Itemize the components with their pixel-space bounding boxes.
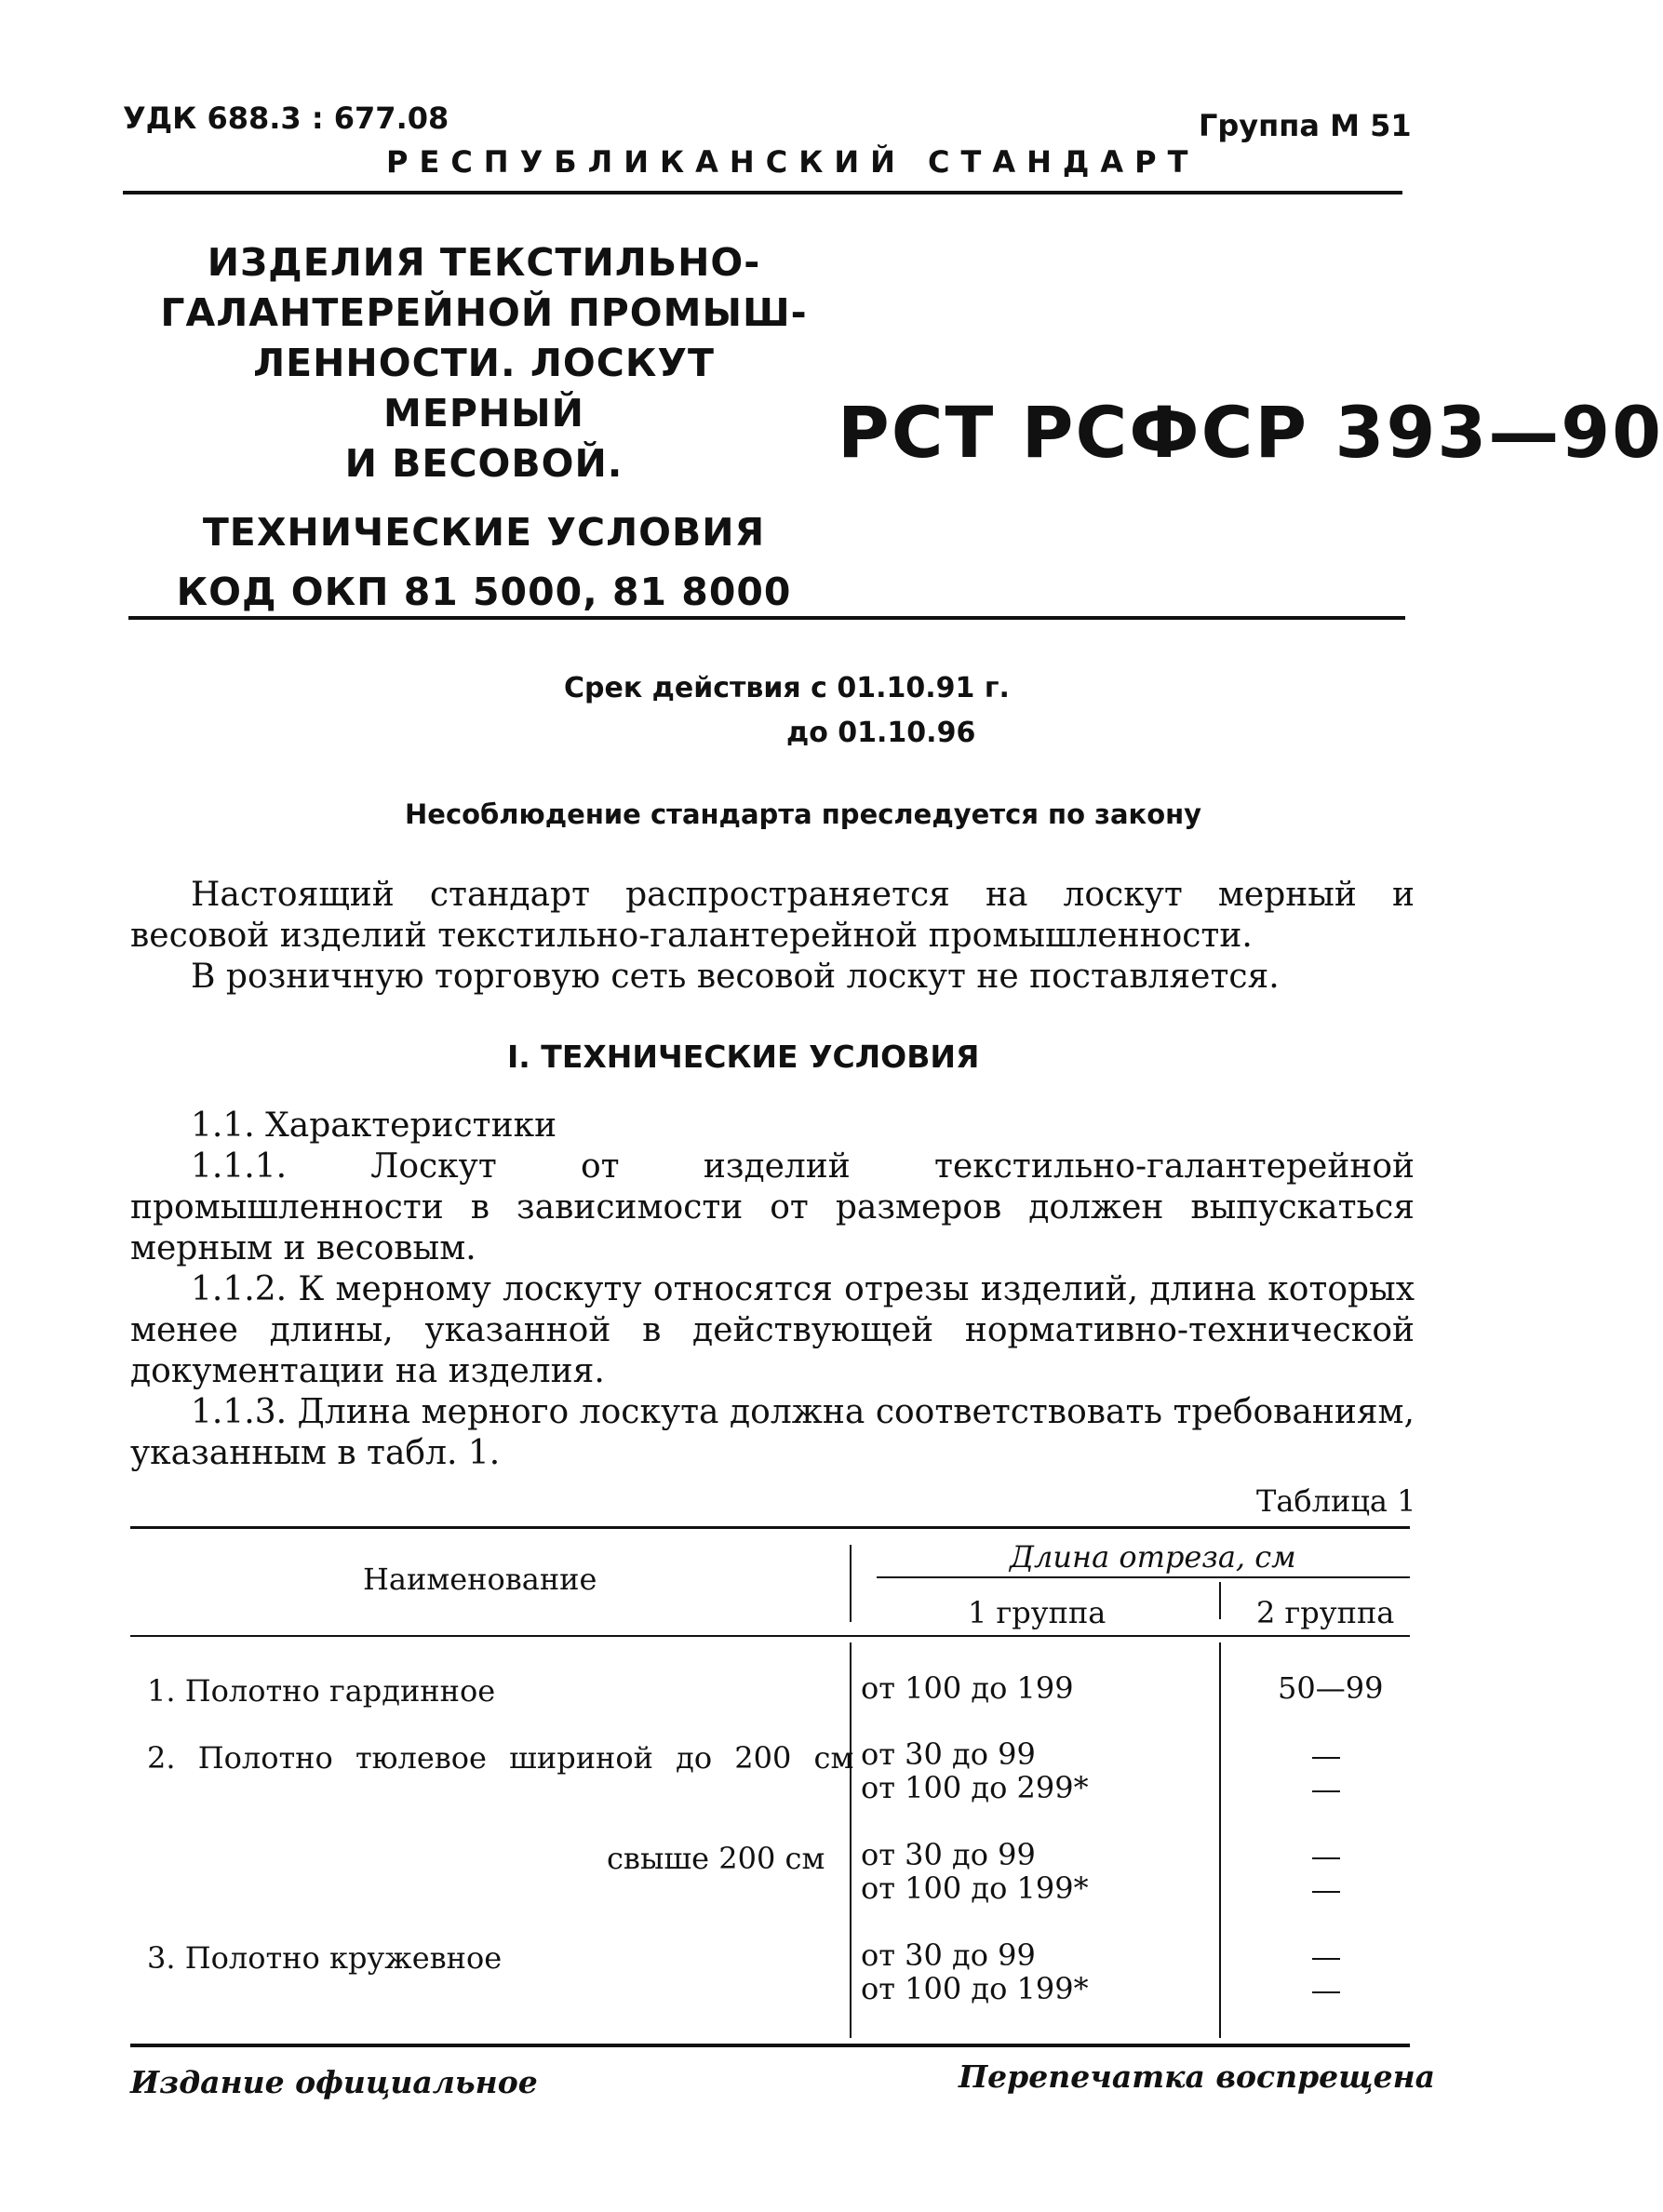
standard-type: РЕСПУБЛИКАНСКИЙ СТАНДАРТ bbox=[386, 144, 1200, 180]
table-header-divider bbox=[1219, 1582, 1221, 1619]
table-cell-group1: от 100 до 199 bbox=[861, 1670, 1074, 1706]
title-line: ГАЛАНТЕРЕЙНОЙ ПРОМЫШ- bbox=[160, 290, 808, 335]
table-row-name: 2. Полотно тюлевое шириной до 200 см bbox=[147, 1740, 854, 1776]
clause-paragraph: 1.1.1. Лоскут от изделий текстильно-галантерейной промышленности в зависимости от размеров должен выпускаться мерным и весовым. bbox=[130, 1147, 1415, 1267]
table-header-group1: 1 группа bbox=[968, 1595, 1106, 1630]
table-header-divider bbox=[850, 1545, 852, 1622]
intro-paragraph: Настоящий стандарт распространяется на лоскут мерный и весовой изделий текстильно-галантерейной промышленности. bbox=[130, 876, 1415, 955]
table-column-divider bbox=[1219, 1642, 1221, 2038]
table-row-name: свыше 200 см bbox=[607, 1841, 825, 1876]
table-cell-dash bbox=[1312, 1958, 1340, 1960]
table-cell-dash bbox=[1312, 1857, 1340, 1859]
table-row-name: 3. Полотно кружевное bbox=[147, 1940, 503, 1976]
table-cell-dash bbox=[1312, 1991, 1340, 1993]
table-cell-group1: от 30 до 99 bbox=[861, 1837, 1036, 1872]
clause-paragraph: 1.1.2. К мерному лоскуту относятся отрезы изделий, длина которых менее длины, указанной в действующей нормативно-технической документации на изделия. bbox=[130, 1270, 1415, 1390]
header-rule bbox=[123, 191, 1402, 194]
udk-code: УДК 688.3 : 677.08 bbox=[123, 101, 449, 136]
footer-rule bbox=[130, 2044, 1410, 2047]
document-title bbox=[149, 237, 819, 617]
table-cell-group2: 50—99 bbox=[1278, 1670, 1384, 1706]
table-row-name: 1. Полотно гардинное bbox=[147, 1673, 496, 1709]
table-top-rule bbox=[130, 1526, 1410, 1529]
table-header-group2: 2 группа bbox=[1256, 1595, 1395, 1630]
table-cell-dash bbox=[1312, 1790, 1340, 1792]
table-caption: Таблица 1 bbox=[1256, 1483, 1416, 1519]
table-header-subrule bbox=[877, 1576, 1410, 1578]
table-header-name: Наименование bbox=[363, 1562, 597, 1597]
intro-paragraph: В розничную торговую сеть весовой лоскут не поставляется. bbox=[191, 958, 1280, 996]
standard-designation: РСТ РСФСР 393—90 bbox=[838, 391, 1663, 474]
clause-paragraph: 1.1. Характеристики bbox=[191, 1106, 557, 1145]
table-header-rule bbox=[130, 1635, 1410, 1637]
table-cell-group1: от 100 до 199* bbox=[861, 1971, 1089, 2006]
clause-paragraph: 1.1.3. Длина мерного лоскута должна соответствовать требованиям, указанным в табл. 1. bbox=[130, 1393, 1415, 1472]
table-cell-group1: от 100 до 199* bbox=[861, 1870, 1089, 1906]
table-cell-group1: от 30 до 99 bbox=[861, 1937, 1036, 1973]
title-rule bbox=[128, 616, 1405, 620]
title-subtitle: ТЕХНИЧЕСКИЕ УСЛОВИЯ bbox=[202, 510, 766, 555]
title-line: И ВЕСОВОЙ. bbox=[344, 441, 624, 486]
title-line: ЛЕННОСТИ. ЛОСКУТ МЕРНЫЙ bbox=[253, 341, 715, 436]
table-cell-group1: от 30 до 99 bbox=[861, 1736, 1036, 1772]
group-code: Группа М 51 bbox=[1199, 108, 1412, 143]
section-title: I. ТЕХНИЧЕСКИЕ УСЛОВИЯ bbox=[507, 1039, 980, 1075]
table-cell-dash bbox=[1312, 1757, 1340, 1759]
legal-warning: Несоблюдение стандарта преследуется по закону bbox=[405, 798, 1202, 830]
table-cell-dash bbox=[1312, 1891, 1340, 1893]
table-cell-group1: от 100 до 299* bbox=[861, 1770, 1089, 1805]
footer-official-edition: Издание официальное bbox=[130, 2064, 538, 2100]
validity-from: Срек действия с 01.10.91 г. bbox=[564, 672, 1010, 704]
table-header-length: Длина отреза, см bbox=[1010, 1539, 1296, 1575]
footer-reprint-prohibited: Перепечатка воспрещена bbox=[959, 2058, 1436, 2095]
validity-to: до 01.10.96 bbox=[786, 717, 976, 749]
title-line: ИЗДЕЛИЯ ТЕКСТИЛЬНО- bbox=[207, 240, 761, 285]
okp-code: КОД ОКП 81 5000, 81 8000 bbox=[176, 570, 792, 614]
table-column-divider bbox=[850, 1642, 852, 2038]
